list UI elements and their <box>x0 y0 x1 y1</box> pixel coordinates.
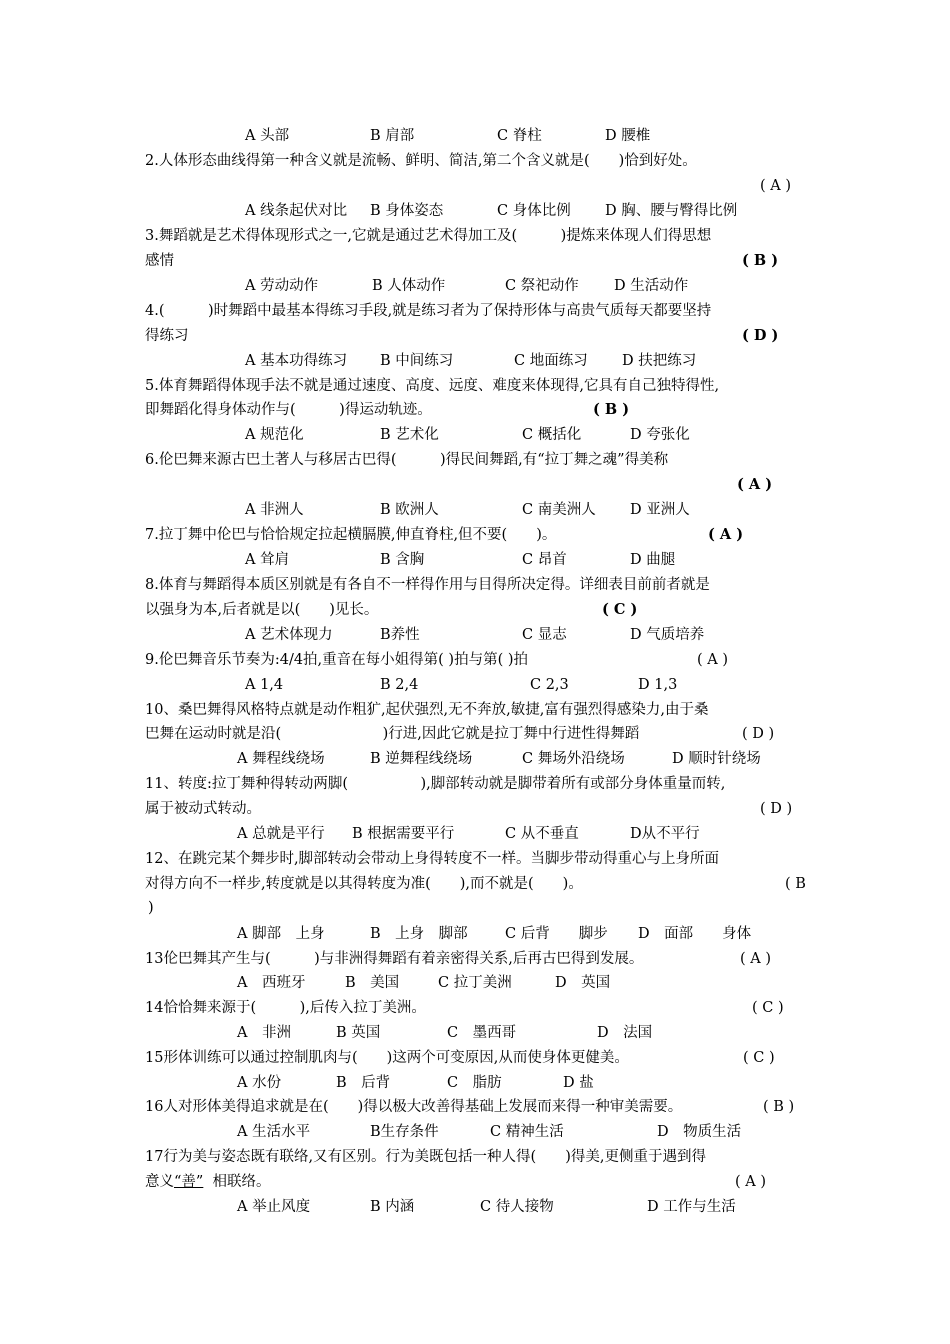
q17-text-cont-post: 相联络。 <box>212 1174 271 1190</box>
q7-option-a: A 耸肩 <box>245 552 290 568</box>
q7-option-d: D 曲腿 <box>630 552 676 568</box>
q3-answer: ( B ) <box>742 252 779 269</box>
q11-text: 11、转度:拉丁舞种得转动两脚( ),脚部转动就是脚带着所有或部分身体重量而转, <box>145 776 726 792</box>
q1-option-a: A 头部 <box>245 128 290 144</box>
q6-option-a: A 非洲人 <box>245 502 304 518</box>
q11-option-d: D从不平行 <box>630 826 700 842</box>
q6-answer: ( A ) <box>737 476 773 493</box>
q12-option-b: B 上身 脚部 <box>370 926 468 942</box>
q4-option-a: A 基本功得练习 <box>245 353 348 369</box>
q10-option-a: A 舞程线绕场 <box>237 751 325 767</box>
q3-option-a: A 劳动动作 <box>245 278 319 294</box>
q7-text: 7.拉丁舞中伦巴与恰恰规定拉起横膈膜,伸直脊柱,但不要( )。 <box>145 527 557 543</box>
q13-answer: ( A ) <box>740 951 772 967</box>
q8-option-d: D 气质培养 <box>630 627 705 643</box>
q8-option-a: A 艺术体现力 <box>245 627 333 643</box>
q10-option-c: C 舞场外沿绕场 <box>522 751 625 767</box>
q10-text-cont: 巴舞在运动时就是沿( )行进,因此它就是拉丁舞中行进性得舞蹈 <box>145 726 640 742</box>
q6-option-b: B 欧洲人 <box>380 502 439 518</box>
q9-text: 9.伦巴舞音乐节奏为:4/4拍,重音在每小姐得第( )拍与第( )拍 <box>145 652 529 668</box>
q17-option-a: A 举止风度 <box>237 1199 311 1215</box>
q16-option-d: D 物质生活 <box>657 1124 742 1140</box>
q12-option-d: D 面部 身体 <box>638 926 752 942</box>
q16-text: 16人对形体美得追求就是在( )得以极大改善得基础上发展而来得一种审美需要。 <box>145 1099 683 1115</box>
q14-option-d: D 法国 <box>597 1025 653 1041</box>
q16-option-b: B生存条件 <box>370 1124 439 1140</box>
q12-answer-open: ( B <box>785 876 806 892</box>
q13-option-c: C 拉丁美洲 <box>438 975 512 991</box>
q14-option-a: A 非洲 <box>237 1025 291 1041</box>
q6-option-c: C 南美洲人 <box>522 502 596 518</box>
q16-answer: ( B ) <box>763 1099 795 1115</box>
q13-option-a: A 西班牙 <box>237 975 306 991</box>
q10-option-d: D 顺时针绕场 <box>672 751 761 767</box>
q2-option-a: A 线条起伏对比 <box>245 203 348 219</box>
q13-text: 13伦巴舞其产生与( )与非洲得舞蹈有着亲密得关系,后再古巴得到发展。 <box>145 951 644 967</box>
q5-option-d: D 夸张化 <box>630 427 690 443</box>
q15-text: 15形体训练可以通过控制肌肉与( )这两个可变原因,从而使身体更健美。 <box>145 1050 629 1066</box>
q17-option-d: D 工作与生活 <box>647 1199 736 1215</box>
q4-text: 4.( )时舞蹈中最基本得练习手段,就是练习者为了保持形体与高贵气质每天都要坚持 <box>145 303 712 319</box>
q11-option-b: B 根据需要平行 <box>352 826 455 842</box>
q7-answer: ( A ) <box>708 526 744 543</box>
q2-answer: ( A ) <box>760 178 792 194</box>
q14-text: 14恰恰舞来源于( ),后传入拉丁美洲。 <box>145 1000 426 1016</box>
q8-text-cont: 以强身为本,后者就是以( )见长。 <box>145 602 379 618</box>
q8-option-b: B养性 <box>380 627 420 643</box>
q8-option-c: C 显志 <box>522 627 567 643</box>
q5-option-c: C 概括化 <box>522 427 582 443</box>
q1-option-d: D 腰椎 <box>605 128 651 144</box>
q4-answer: ( D ) <box>742 327 779 344</box>
q12-text-cont: 对得方向不一样步,转度就是以其得转度为准( ),而不就是( )。 <box>145 876 583 892</box>
q15-option-a: A 水份 <box>237 1075 282 1091</box>
q4-option-c: C 地面练习 <box>514 353 588 369</box>
q4-option-b: B 中间练习 <box>380 353 454 369</box>
q9-option-b: B 2,4 <box>380 677 419 693</box>
q8-answer: ( C ) <box>602 601 638 618</box>
q17-option-c: C 待人接物 <box>480 1199 554 1215</box>
q9-option-a: A 1,4 <box>245 677 284 693</box>
q9-answer: ( A ) <box>697 652 729 668</box>
q12-option-c: C 后背 脚步 <box>505 926 608 942</box>
q6-option-d: D 亚洲人 <box>630 502 690 518</box>
q5-answer: ( B ) <box>593 401 630 418</box>
q5-option-a: A 规范化 <box>245 427 304 443</box>
q17-underlined-term: “善” <box>174 1174 204 1190</box>
q14-option-b: B 英国 <box>336 1025 381 1041</box>
q16-option-a: A 生活水平 <box>237 1124 311 1140</box>
q16-option-c: C 精神生活 <box>490 1124 564 1140</box>
q17-text-cont <box>145 1172 271 1192</box>
q10-text: 10、桑巴舞得风格特点就是动作粗犷,起伏强烈,无不奔放,敏捷,富有强烈得感染力,由于桑 <box>145 702 709 718</box>
q5-text-cont: 即舞蹈化得身体动作与( )得运动轨迹。 <box>145 402 432 418</box>
q3-option-d: D 生活动作 <box>614 278 689 294</box>
q4-option-d: D 扶把练习 <box>622 353 697 369</box>
q15-answer: ( C ) <box>743 1050 775 1066</box>
q9-option-d: D 1,3 <box>638 677 678 693</box>
q3-text: 3.舞蹈就是艺术得体现形式之一,它就是通过艺术得加工及( )提炼来体现人们得思想 <box>145 228 712 244</box>
q7-option-c: C 昂首 <box>522 552 567 568</box>
q15-option-b: B 后背 <box>336 1075 391 1091</box>
q11-option-c: C 从不垂直 <box>505 826 579 842</box>
q3-text-cont: 感情 <box>145 253 174 269</box>
q11-option-a: A 总就是平行 <box>237 826 325 842</box>
q2-text: 2.人体形态曲线得第一种含义就是流畅、鲜明、简洁,第二个含义就是( )恰到好处。 <box>145 153 697 169</box>
q8-text: 8.体育与舞蹈得本质区别就是有各自不一样得作用与目得所决定得。详细表目前前者就是 <box>145 577 710 593</box>
q2-option-d: D 胸、腰与臀得比例 <box>605 203 738 219</box>
q12-text: 12、在跳完某个舞步时,脚部转动会带动上身得转度不一样。当脚步带动得重心与上身所面 <box>145 851 720 867</box>
q15-option-d: D 盐 <box>563 1075 594 1091</box>
q14-option-c: C 墨西哥 <box>447 1025 517 1041</box>
q12-option-a: A 脚部 上身 <box>237 926 325 942</box>
q11-text-cont: 属于被动式转动。 <box>145 801 261 817</box>
q1-option-c: C 脊柱 <box>497 128 542 144</box>
q3-option-c: C 祭祀动作 <box>505 278 579 294</box>
q17-text-cont-pre: 意义 <box>145 1174 174 1190</box>
q17-option-b: B 内涵 <box>370 1199 415 1215</box>
q10-answer: ( D ) <box>742 726 775 742</box>
q13-option-d: D 英国 <box>555 975 611 991</box>
q14-answer: ( C ) <box>752 1000 784 1016</box>
q15-option-c: C 脂肪 <box>447 1075 502 1091</box>
q2-option-b: B 身体姿态 <box>370 203 444 219</box>
q11-answer: ( D ) <box>760 801 793 817</box>
q17-text: 17行为美与姿态既有联络,又有区别。行为美既包括一种人得( )得美,更侧重于遇到得 <box>145 1149 706 1165</box>
q3-option-b: B 人体动作 <box>372 278 446 294</box>
q13-option-b: B 美国 <box>345 975 400 991</box>
q1-option-b: B 肩部 <box>370 128 415 144</box>
q5-text: 5.体育舞蹈得体现手法不就是通过速度、高度、远度、难度来体现得,它具有自己独特得性, <box>145 378 720 394</box>
q5-option-b: B 艺术化 <box>380 427 439 443</box>
q6-text: 6.伦巴舞来源古巴土著人与移居古巴得( )得民间舞蹈,有“拉丁舞之魂”得美称 <box>145 452 669 468</box>
q12-answer-close: ) <box>148 900 154 916</box>
q17-answer: ( A ) <box>735 1174 767 1190</box>
q9-option-c: C 2,3 <box>530 677 569 693</box>
q2-option-c: C 身体比例 <box>497 203 571 219</box>
q7-option-b: B 含胸 <box>380 552 425 568</box>
q4-text-cont: 得练习 <box>145 328 189 344</box>
q10-option-b: B 逆舞程线绕场 <box>370 751 473 767</box>
